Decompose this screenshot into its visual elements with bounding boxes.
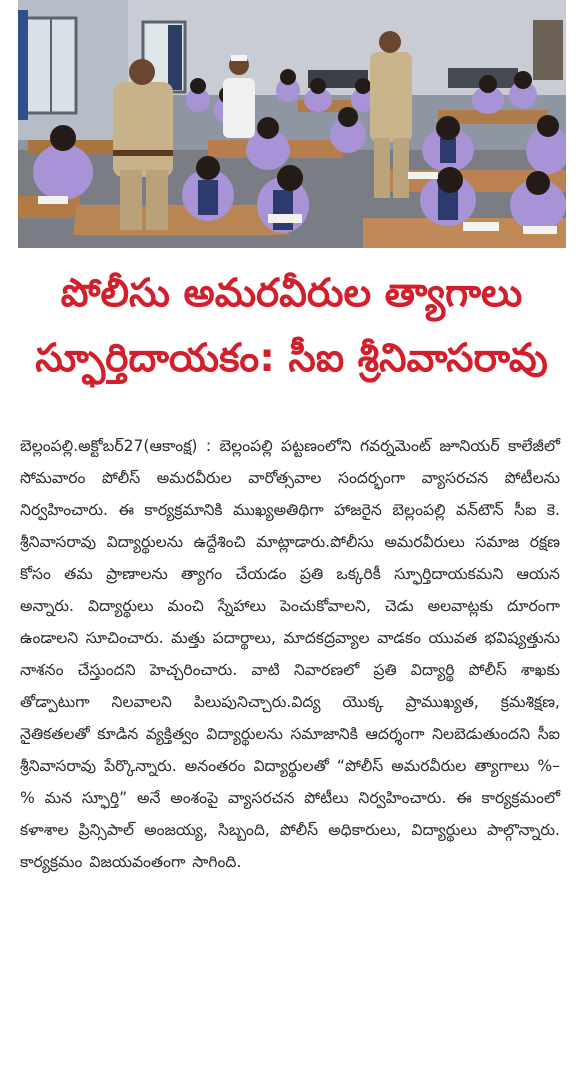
headline-line-2: స్ఫూర్తిదాయకం: సీఐ శ్రీనివాసరావు <box>35 336 548 381</box>
headline-line-1: పోలీసు అమరవీరుల త్యాగాలు <box>60 271 523 316</box>
article-paragraph: బెల్లంపల్లి.అక్టోబర్27(ఆకాంక్ష) : బెల్లంపల్లి పట్టణంలోని గవర్నమెంట్ జూనియర్ కాలేజీలో సోమవారం పోలీస్ అమరవీరుల వారోత్సవాల సందర్భంగా వ్యాసరచన పోటీలను నిర్వహించారు. ఈ కార్యక్రమానికి ముఖ్యఅతిథిగా హాజరైన బెల్లంపల్లి వన్‌టౌన్ సీఐ కె. శ్రీనివాసరావు విద్యార్థులను ఉద్దేశించి మాట్లాడారు.పోలీసు అమరవీరులు సమాజ రక్షణ కోసం తమ ప్రాణాలను త్యాగం చేయడం ప్రతి ఒక్కరికీ స్ఫూర్తిదాయకమని ఆయన అన్నారు. విద్యార్థులు మంచి స్నేహాలు పెంచుకోవాలని, చెడు అలవాట్లకు దూరంగా ఉండాలని సూచించారు. మత్తు పదార్థాలు, మాదకద్రవ్యాల వాడకం యువత భవిష్యత్తును నాశనం చేస్తుందని హెచ్చరించారు. వాటి నివారణలో ప్రతి విద్యార్థి పోలీస్ శాఖకు తోడ్పాటుగా నిలవాలని పిలుపునిచ్చారు.విద్య యొక్క ప్రాముఖ్యత, క్రమశిక్షణ, నైతికతలతో కూడిన వ్యక్తిత్వం విద్యార్థులను సమాజానికి ఆదర్శంగా నిలబెడుతుందని సీఐ శ్రీనివాసరావు పేర్కొన్నారు. అనంతరం విద్యార్థులతో “పోలీస్ అమరవీరుల త్యాగాలు %–% మన స్ఫూర్తి” అనే అంశంపై వ్యాసరచన పోటీలు నిర్వహించారు. ఈ కార్యక్రమంలో కళాశాల ప్రిన్సిపాల్ అంజయ్య, సిబ్బంది, పోలీస్ అధికారులు, విద్యార్థులు పాల్గొన్నారు. కార్యక్రమం విజయవంతంగా సాగింది. <box>20 437 560 871</box>
classroom-essay-contest-photo <box>18 0 566 248</box>
article-body <box>20 430 560 878</box>
news-photo <box>18 0 566 248</box>
